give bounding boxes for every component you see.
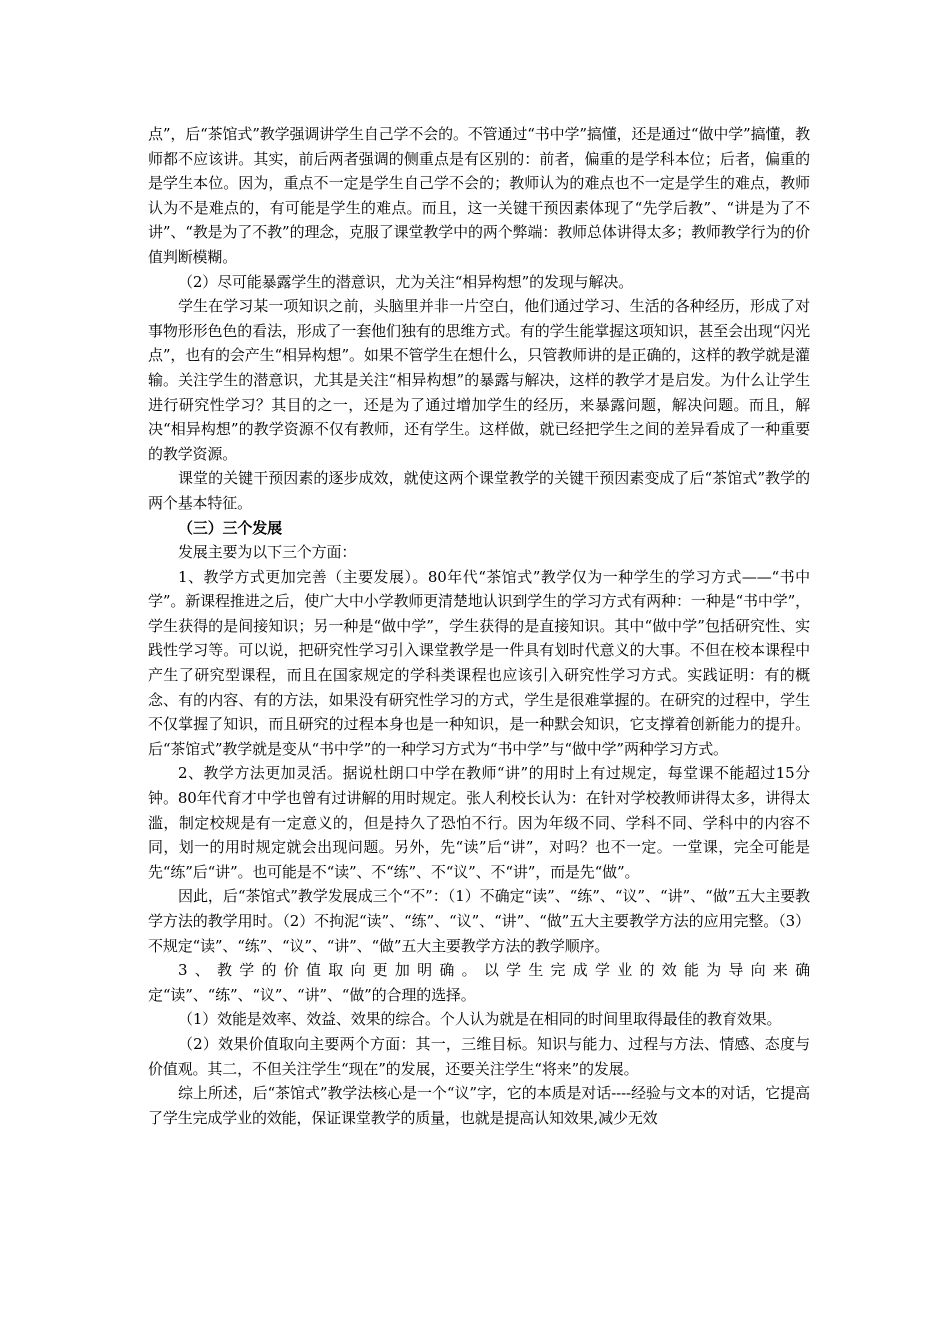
- section-heading: （三）三个发展: [178, 518, 282, 537]
- paragraph-8: 2、教学方法更加灵活。据说杜朗口中学在教师“讲”的用时上有过规定，每堂课不能超过15分钟。80年代育才中学也曾有过讲解的用时规定。张人利校长认为：在针对学校教师讲得太多，讲得太滥，制定校规是有一定意义的，但是持久了恐怕不行。因为年级不同、学科不同、学科中的内容不同，划一的用时规定就会出现问题。另外，先“读”后“讲”，对吗？也不一定。一堂课，完全可能是先“练”后“讲”。也可能是不“读”、不“练”、不“议”、不“讲”，而是先“做”。: [148, 764, 810, 881]
- paragraph-13: 综上所述，后“茶馆式”教学法核心是一个“议”字，它的本质是对话----经验与文本的对话，它提高了学生完成学业的效能，保证课堂教学的质量，也就是提高认知效果,减少无效: [148, 1084, 810, 1127]
- paragraph-11: （1）效能是效率、效益、效果的综合。个人认为就是在相同的时间里取得最佳的教育效果。: [178, 1010, 782, 1029]
- paragraph-3: 学生在学习某一项知识之前，头脑里并非一片空白，他们通过学习、生活的各种经历，形成了对事物形形色色的看法，形成了一套他们独有的思维方式。有的学生能掌握这项知识，甚至会出现“闪光点”，也有的会产生“相异构想”。如果不管学生在想什么，只管教师讲的是正确的，这样的教学就是灌输。关注学生的潜意识，尤其是关注“相异构想”的暴露与解决，这样的教学才是启发。为什么让学生进行研究性学习？其目的之一，还是为了通过增加学生的经历，来暴露问题，解决问题。而且，解决“相异构想”的教学资源不仅有教师，还有学生。这样做，就已经把学生之间的差异看成了一种重要的教学资源。: [148, 297, 810, 463]
- paragraph-7: 1、教学方式更加完善（主要发展）。80年代“茶馆式”教学仅为一种学生的学习方式——“书中学”。新课程推进之后，使广大中小学教师更清楚地认识到学生的学习方式有两种：一种是“书中学”，学生获得的是间接知识；另一种是“做中学”，学生获得的是直接知识。其中“做中学”包括研究性、实践性学习等。可以说，把研究性学习引入课堂教学是一件具有划时代意义的大事。不但在校本课程中产生了研究型课程，而且在国家规定的学科类课程也应该引入研究性学习方式。实践证明：有的概念、有的内容、有的方法，如果没有研究性学习的方式，学生是很难掌握的。在研究的过程中，学生不仅掌握了知识，而且研究的过程本身也是一种知识，是一种默会知识，它支撑着创新能力的提升。后“茶馆式”教学就是变从“书中学”的一种学习方式为“书中学”与“做中学”两种学习方式。: [148, 567, 810, 758]
- paragraph-4: 课堂的关键干预因素的逐步成效，就使这两个课堂教学的关键干预因素变成了后“茶馆式”教学的两个基本特征。: [148, 469, 810, 512]
- paragraph-2: （2）尽可能暴露学生的潜意识，尤为关注“相异构想”的发现与解决。: [178, 272, 634, 291]
- paragraph-10: 3、教学的价值取向更加明确。以学生完成学业的效能为导向来确定“读”、“练”、“议”、“讲”、“做”的合理的选择。: [148, 961, 810, 1004]
- paragraph-1: 点”，后“茶馆式”教学强调讲学生自己学不会的。不管通过“书中学”搞懂，还是通过“做中学”搞懂，教师都不应该讲。其实，前后两者强调的侧重点是有区别的：前者，偏重的是学科本位；后者，偏重的是学生本位。因为，重点不一定是学生自己学不会的；教师认为的难点也不一定是学生的难点，教师认为不是难点的，有可能是学生的难点。而且，这一关键干预因素体现了“先学后教”、“讲是为了不讲”、“教是为了不教”的理念，克服了课堂教学中的两个弊端：教师总体讲得太多；教师教学行为的价值判断模糊。: [148, 125, 810, 266]
- paragraph-9: 因此，后“茶馆式”教学发展成三个“不”：（1）不确定“读”、“练”、“议”、“讲”、“做”五大主要教学方法的教学用时。（2）不拘泥“读”、“练”、“议”、“讲”、“做”五大主要教学方法的应用完整。（3）不规定“读”、“练”、“议”、“讲”、“做”五大主要教学方法的教学顺序。: [148, 887, 810, 955]
- paragraph-6: 发展主要为以下三个方面：: [178, 543, 357, 562]
- document-page: [148, 122, 810, 1130]
- paragraph-12: （2）效果价值取向主要两个方面：其一，三维目标。知识与能力、过程与方法、情感、态度与价值观。其二，不但关注学生“现在”的发展，还要关注学生“将来”的发展。: [148, 1034, 810, 1078]
